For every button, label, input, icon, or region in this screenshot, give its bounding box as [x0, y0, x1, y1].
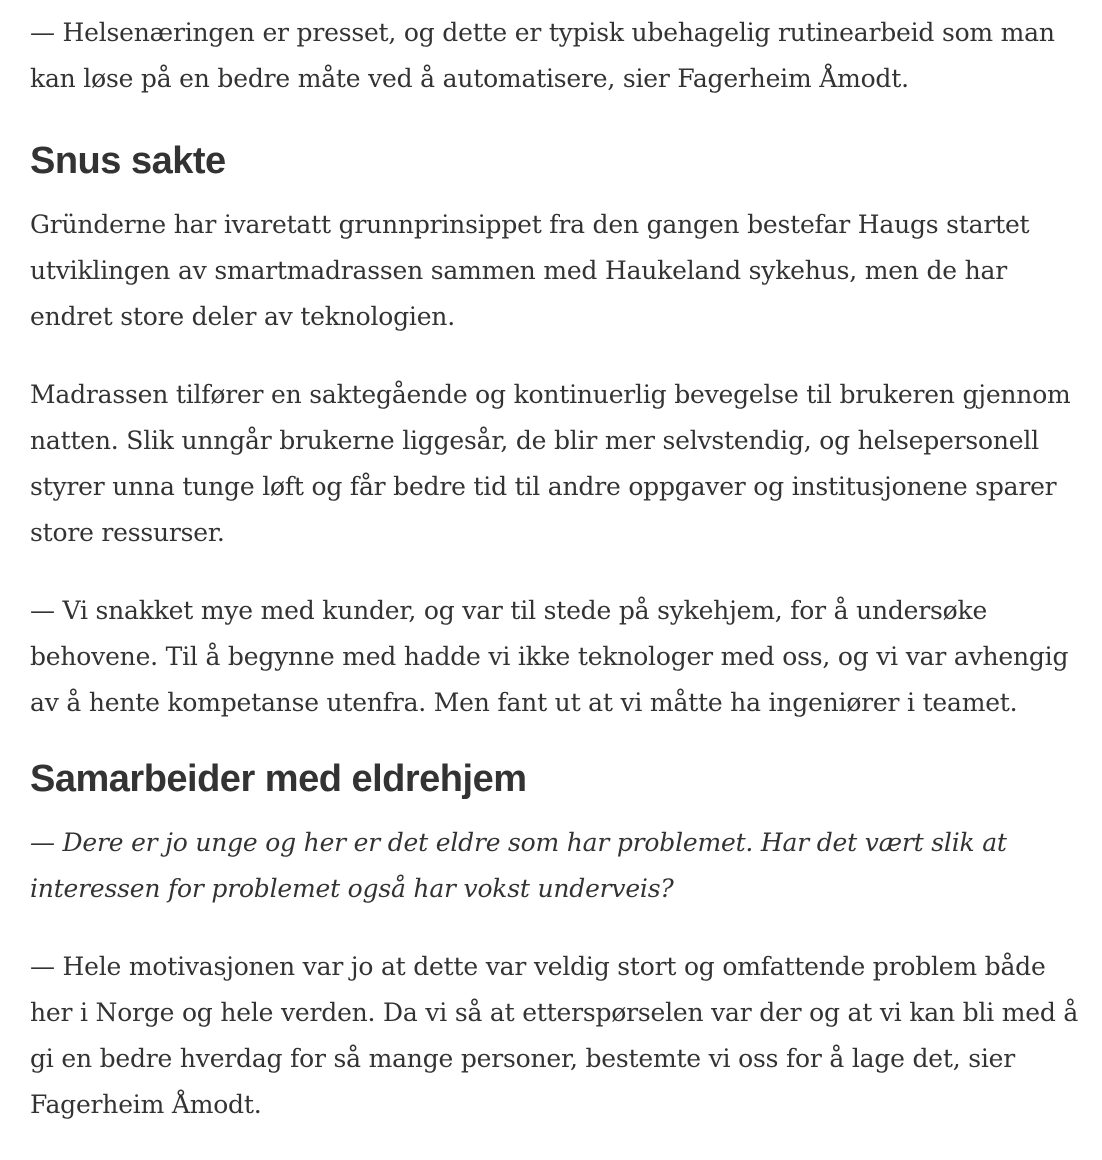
- section-heading-snus-sakte: Snus sakte: [30, 140, 226, 182]
- section-heading-samarbeider: Samarbeider med eldrehjem: [30, 758, 527, 800]
- article-paragraph: Gründerne har ivaretatt grunnprinsippet fra den gangen bestefar Haugs startet utviklingen av smartmadrassen sammen med Haukeland sykehus, men de har endret store deler av teknologien.: [30, 210, 1030, 331]
- article-paragraph: — Helsenæringen er presset, og dette er typisk ubehagelig rutinearbeid som man kan løse på en bedre måte ved å automatisere, sier Fagerheim Åmodt.: [30, 18, 1055, 93]
- interview-answer: — Hele motivasjonen var jo at dette var veldig stort og omfattende problem både her i Norge og hele verden. Da vi så at etterspørselen var der og at vi kan bli med å gi en bedre hverdag for så mange personer, bestemte vi oss for å lage det, sier Fagerheim Åmodt.: [30, 952, 1079, 1119]
- interview-question: — Dere er jo unge og her er det eldre som har problemet. Har det vært slik at interessen for problemet også har vokst underveis?: [30, 828, 1007, 903]
- article-paragraph: Madrassen tilfører en saktegående og kontinuerlig bevegelse til brukeren gjennom natten. Slik unngår brukerne liggesår, de blir mer selvstendig, og helsepersonell styrer unna tunge løft og får bedre tid til andre oppgaver og institusjonene sparer store ressurser.: [30, 380, 1071, 547]
- article-body: [30, 10, 1092, 1160]
- article-paragraph: — Vi snakket mye med kunder, og var til stede på sykehjem, for å undersøke behovene. Til å begynne med hadde vi ikke teknologer med oss, og vi var avhengig av å hente kompetanse utenfra. Men fant ut at vi måtte ha ingeniører i teamet.: [30, 596, 1069, 717]
